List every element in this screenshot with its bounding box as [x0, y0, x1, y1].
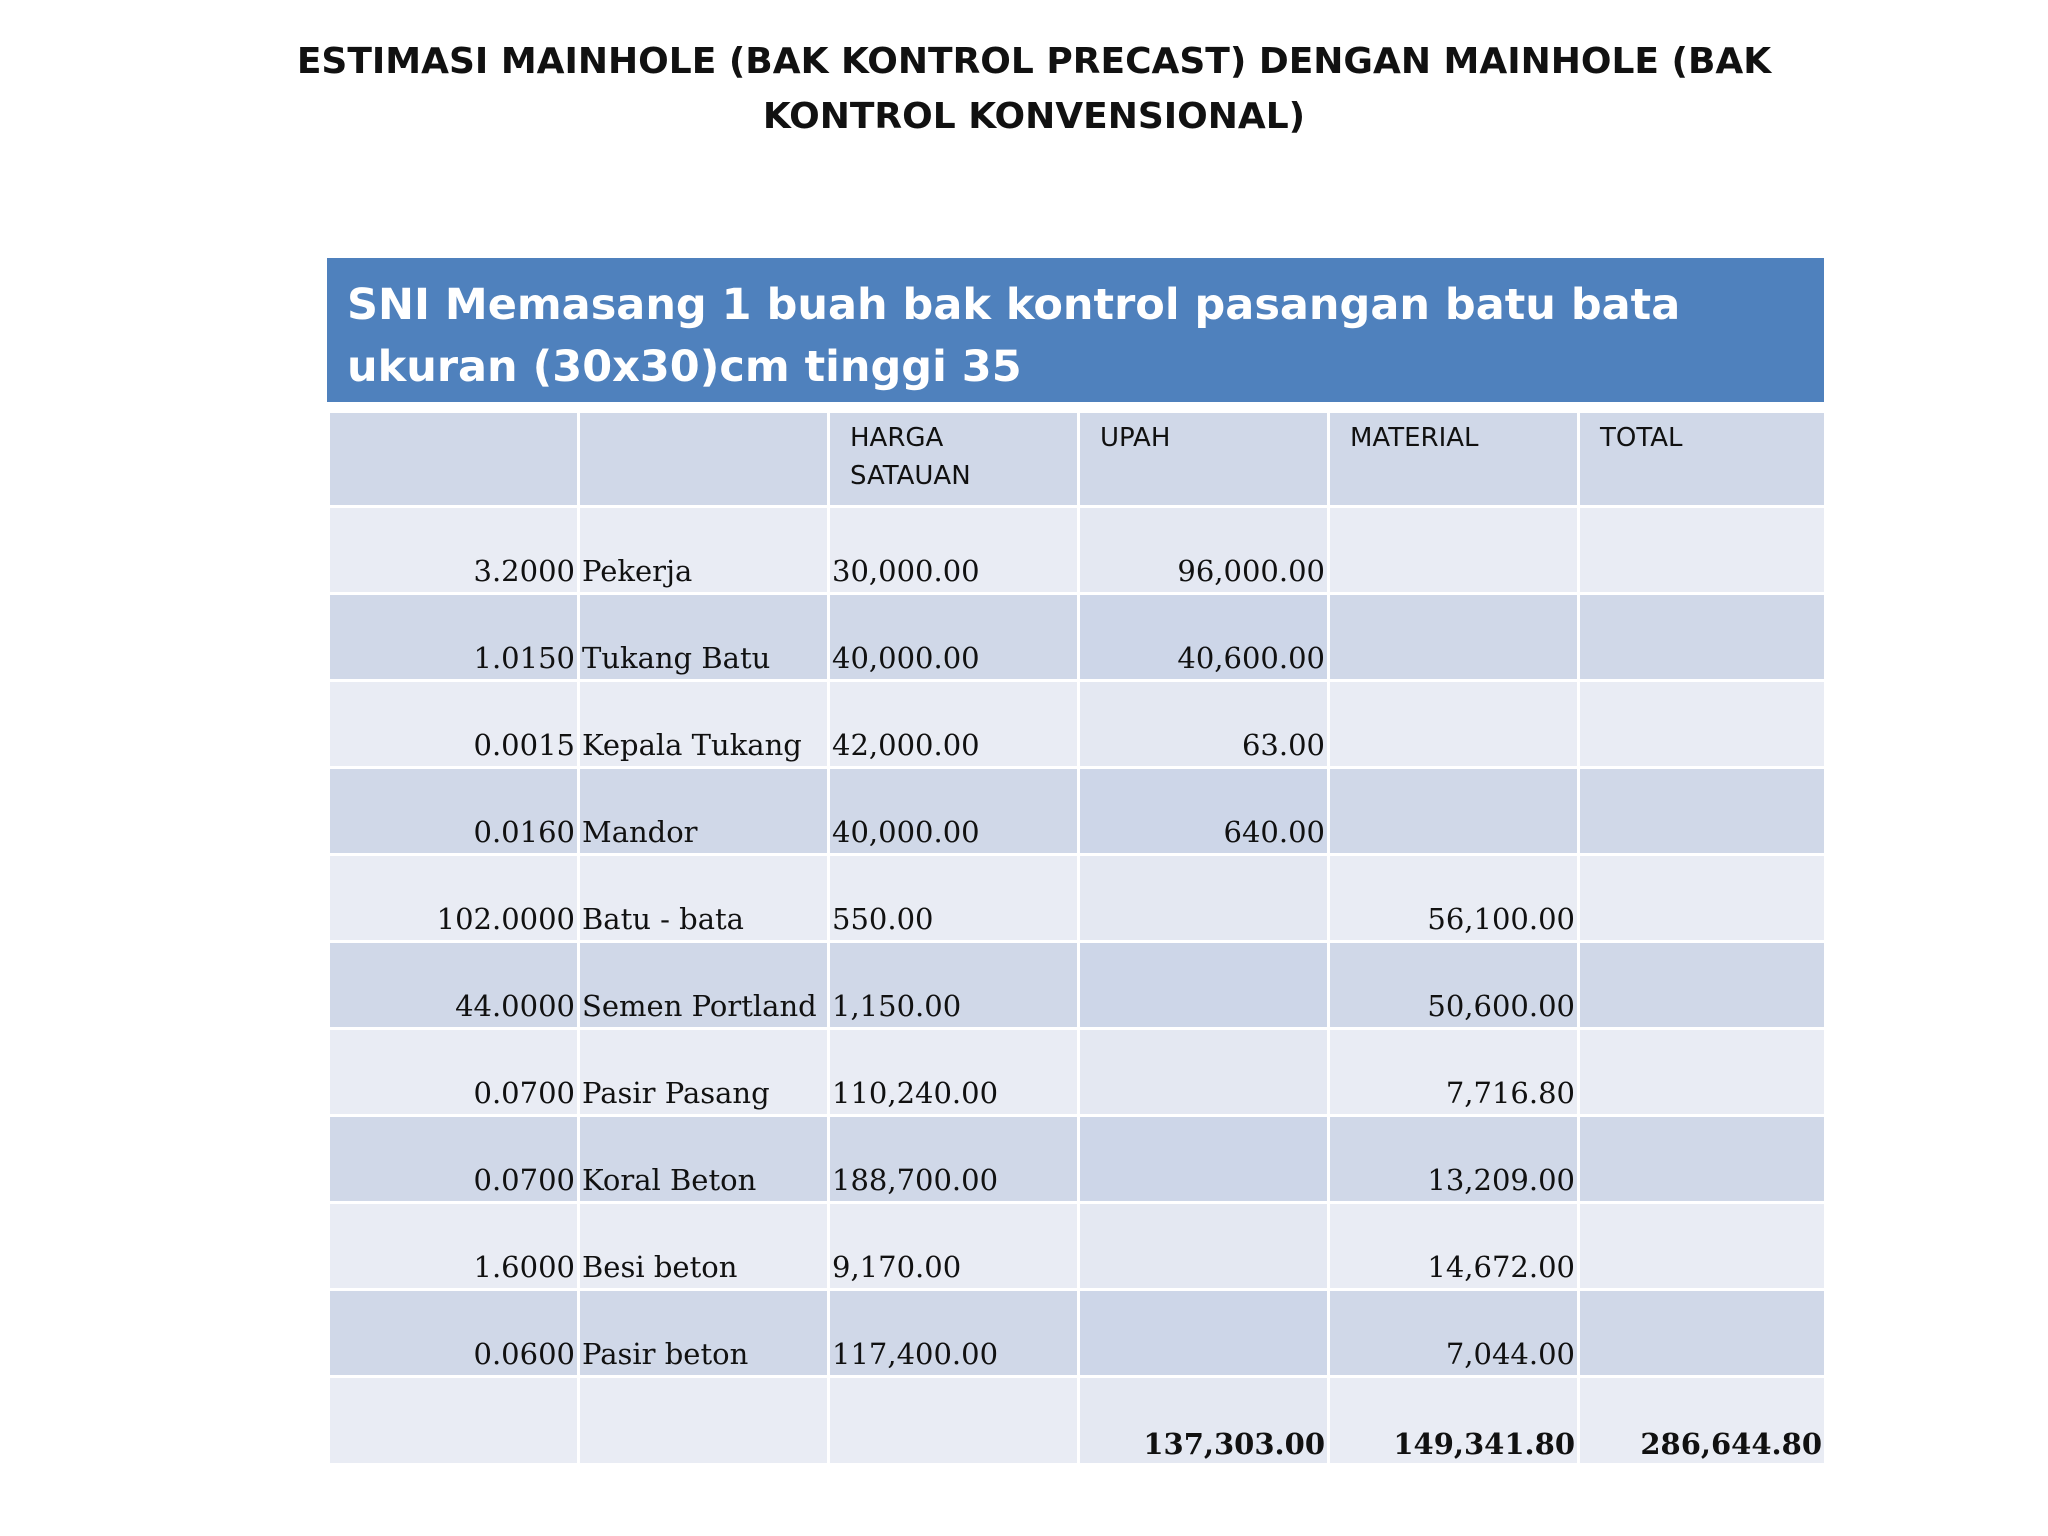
cell-item: Batu - bata — [579, 855, 829, 942]
cell-material: 7,716.80 — [1329, 1029, 1579, 1116]
table-row — [329, 1116, 1826, 1203]
cell-upah: 96,000.00 — [1079, 507, 1329, 594]
total-upah: 137,303.00 — [1079, 1377, 1329, 1465]
cell-unit-price: 188,700.00 — [829, 1116, 1079, 1203]
cell-unit-price: 117,400.00 — [829, 1290, 1079, 1377]
cell-upah — [1079, 1116, 1329, 1203]
cell-unit-price: 9,170.00 — [829, 1203, 1079, 1290]
table-row — [329, 1203, 1826, 1290]
cell-item: Kepala Tukang — [579, 681, 829, 768]
table-row — [329, 594, 1826, 681]
estimate-table — [327, 258, 1824, 1466]
cell-material: 13,209.00 — [1329, 1116, 1579, 1203]
cell-item: Semen Portland — [579, 942, 829, 1029]
cell-upah — [1079, 1029, 1329, 1116]
cell-empty — [579, 1377, 829, 1465]
cell-total — [1579, 768, 1826, 855]
cell-unit-price: 30,000.00 — [829, 507, 1079, 594]
cell-total — [1579, 594, 1826, 681]
cell-material: 50,600.00 — [1329, 942, 1579, 1029]
grand-total: 286,644.80 — [1579, 1377, 1826, 1465]
table-title: SNI Memasang 1 buah bak kontrol pasangan batu bata ukuran (30x30)cm tinggi 35 — [327, 258, 1824, 410]
cell-upah — [1079, 855, 1329, 942]
cell-unit-price: 40,000.00 — [829, 768, 1079, 855]
cell-item: Pekerja — [579, 507, 829, 594]
cell-coefficient: 1.0150 — [329, 594, 579, 681]
cell-item: Koral Beton — [579, 1116, 829, 1203]
cell-total — [1579, 1203, 1826, 1290]
page-title: ESTIMASI MAINHOLE (BAK KONTROL PRECAST) DENGAN MAINHOLE (BAK KONTROL KONVENSIONAL) — [296, 41, 1772, 137]
cell-coefficient: 102.0000 — [329, 855, 579, 942]
column-header-upah: UPAH — [1079, 412, 1329, 507]
cell-material — [1329, 681, 1579, 768]
cell-item: Mandor — [579, 768, 829, 855]
cell-unit-price: 550.00 — [829, 855, 1079, 942]
cell-total — [1579, 681, 1826, 768]
cell-item: Pasir Pasang — [579, 1029, 829, 1116]
table-row — [329, 942, 1826, 1029]
cell-total — [1579, 1029, 1826, 1116]
table-row — [329, 1029, 1826, 1116]
cell-unit-price: 110,240.00 — [829, 1029, 1079, 1116]
cell-material — [1329, 594, 1579, 681]
table-row — [329, 1290, 1826, 1377]
cell-upah — [1079, 942, 1329, 1029]
column-header-coef — [329, 412, 579, 507]
table-row — [329, 507, 1826, 594]
cell-coefficient: 0.0160 — [329, 768, 579, 855]
column-header-item — [579, 412, 829, 507]
cell-material — [1329, 507, 1579, 594]
column-header-row — [329, 412, 1826, 507]
cell-total — [1579, 1116, 1826, 1203]
cell-total — [1579, 1290, 1826, 1377]
column-header-total: TOTAL — [1579, 412, 1826, 507]
cell-total — [1579, 507, 1826, 594]
cell-coefficient: 0.0015 — [329, 681, 579, 768]
totals-row — [329, 1377, 1826, 1465]
table-row — [329, 681, 1826, 768]
cell-coefficient: 0.0700 — [329, 1029, 579, 1116]
table-row — [329, 855, 1826, 942]
column-header-price: HARGA SATAUAN — [829, 412, 1079, 507]
cell-coefficient: 0.0600 — [329, 1290, 579, 1377]
cell-unit-price: 42,000.00 — [829, 681, 1079, 768]
cell-coefficient: 3.2000 — [329, 507, 579, 594]
cell-unit-price: 1,150.00 — [829, 942, 1079, 1029]
cell-material: 14,672.00 — [1329, 1203, 1579, 1290]
cell-upah — [1079, 1290, 1329, 1377]
cell-total — [1579, 855, 1826, 942]
cell-item: Tukang Batu — [579, 594, 829, 681]
cell-material: 56,100.00 — [1329, 855, 1579, 942]
cell-material: 7,044.00 — [1329, 1290, 1579, 1377]
total-material: 149,341.80 — [1329, 1377, 1579, 1465]
cell-empty — [829, 1377, 1079, 1465]
cell-unit-price: 40,000.00 — [829, 594, 1079, 681]
cell-upah: 63.00 — [1079, 681, 1329, 768]
cell-coefficient: 44.0000 — [329, 942, 579, 1029]
cell-empty — [329, 1377, 579, 1465]
cell-coefficient: 0.0700 — [329, 1116, 579, 1203]
table-row — [329, 768, 1826, 855]
estimate-grid — [327, 410, 1827, 1466]
cell-upah — [1079, 1203, 1329, 1290]
cell-material — [1329, 768, 1579, 855]
cell-total — [1579, 942, 1826, 1029]
cell-coefficient: 1.6000 — [329, 1203, 579, 1290]
column-header-material: MATERIAL — [1329, 412, 1579, 507]
cell-upah: 640.00 — [1079, 768, 1329, 855]
cell-upah: 40,600.00 — [1079, 594, 1329, 681]
cell-item: Pasir beton — [579, 1290, 829, 1377]
cell-item: Besi beton — [579, 1203, 829, 1290]
